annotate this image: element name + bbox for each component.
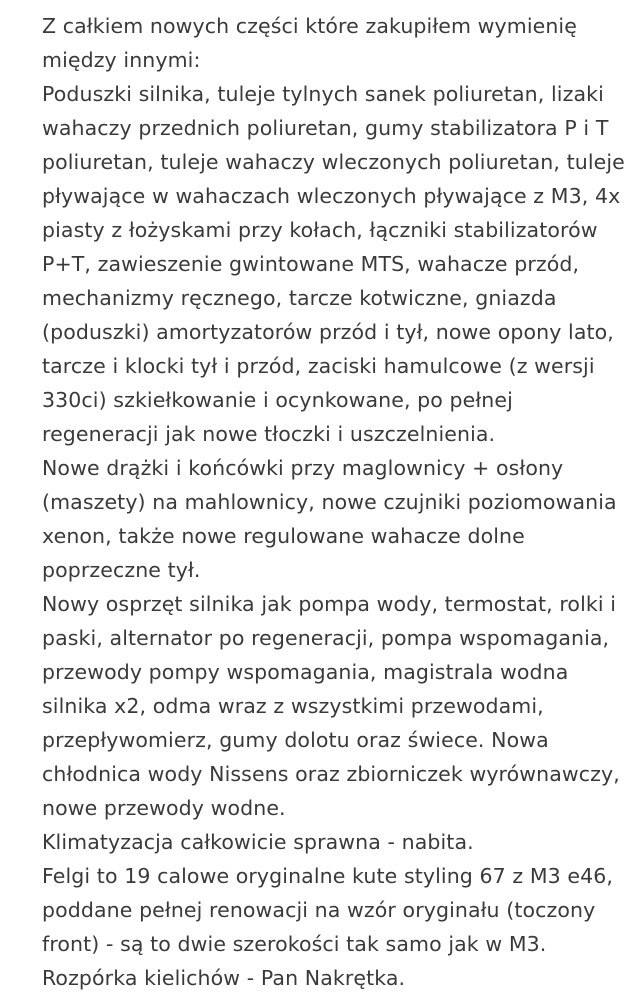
text-line: nowe przewody wodne. xyxy=(42,796,286,820)
description-text xyxy=(42,9,632,995)
text-line: regeneracji jak nowe tłoczki i uszczelnienia. xyxy=(42,422,496,446)
text-line: chłodnica wody Nissens oraz zbiorniczek wyrównawczy, xyxy=(42,762,620,786)
text-line: front) - są to dwie szerokości tak samo jak w M3. xyxy=(42,932,547,956)
text-line: Nowe drążki i końcówki przy maglownicy + osłony xyxy=(42,456,564,480)
text-line: Z całkiem nowych części które zakupiłem wymienię xyxy=(42,14,577,38)
text-line: Nowy osprzęt silnika jak pompa wody, termostat, rolki i xyxy=(42,592,617,616)
text-line: Poduszki silnika, tuleje tylnych sanek poliuretan, lizaki xyxy=(42,82,604,106)
text-line: tarcze i klocki tył i przód, zaciski hamulcowe (z wersji xyxy=(42,354,595,378)
text-line: (maszety) na mahlownicy, nowe czujniki poziomowania xyxy=(42,490,617,514)
text-line: mechanizmy ręcznego, tarcze kotwiczne, gniazda xyxy=(42,286,557,310)
text-line: poprzeczne tył. xyxy=(42,558,201,582)
text-line: 330ci) szkiełkowanie i ocynkowane, po pełnej xyxy=(42,388,513,412)
text-line: wahaczy przednich poliuretan, gumy stabilizatora P i T xyxy=(42,116,609,140)
text-line: P+T, zawieszenie gwintowane MTS, wahacze przód, xyxy=(42,252,580,276)
text-line: przewody pompy wspomagania, magistrala wodna xyxy=(42,660,569,684)
text-line: pływające w wahaczach wleczonych pływające z M3, 4x xyxy=(42,184,621,208)
text-line: Klimatyzacja całkowicie sprawna - nabita. xyxy=(42,830,474,854)
text-line: poliuretan, tuleje wahaczy wleczonych poliuretan, tuleje xyxy=(42,150,625,174)
text-line: poddane pełnej renowacji na wzór oryginału (toczony xyxy=(42,898,596,922)
text-line: silnika x2, odma wraz z wszystkimi przewodami, xyxy=(42,694,544,718)
text-line: przepływomierz, gumy dolotu oraz świece. Nowa xyxy=(42,728,549,752)
text-line: między innymi: xyxy=(42,48,201,72)
text-line: Rozpórka kielichów - Pan Nakrętka. xyxy=(42,966,406,990)
text-line: paski, alternator po regeneracji, pompa wspomagania, xyxy=(42,626,610,650)
text-line: piasty z łożyskami przy kołach, łączniki stabilizatorów xyxy=(42,218,598,242)
text-line: (poduszki) amortyzatorów przód i tył, nowe opony lato, xyxy=(42,320,614,344)
text-line: xenon, także nowe regulowane wahacze dolne xyxy=(42,524,525,548)
text-line: Felgi to 19 calowe oryginalne kute styling 67 z M3 e46, xyxy=(42,864,614,888)
